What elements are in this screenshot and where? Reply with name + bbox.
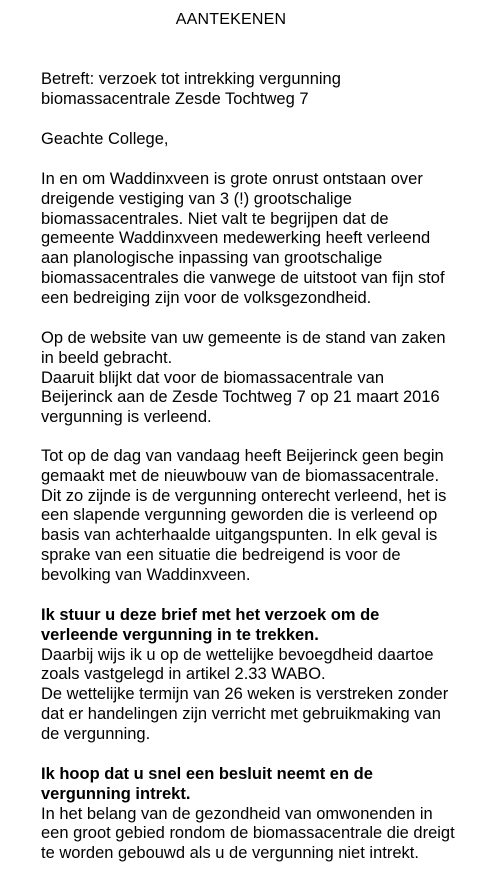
paragraph-line: biomassacentrales. Niet valt te begrijpen dat de	[41, 209, 389, 228]
paragraph-line: Beijerinck aan de Zesde Tochtweg 7 op 21 maart 2016	[41, 388, 440, 407]
paragraph-line: dat er handelingen zijn verricht met gebruikmaking van	[41, 704, 441, 723]
paragraph-5	[41, 765, 486, 864]
paragraph-line: gemaakt met de nieuwbouw van de biomassacentrale.	[41, 466, 440, 485]
hope-bold-line: Ik hoop dat u snel een besluit neemt en de	[41, 765, 373, 783]
subject-line	[41, 70, 486, 110]
paragraph-line: Tot op de dag van vandaag heeft Beijerinck geen begin	[41, 447, 444, 465]
paragraph-line: Daaruit blijkt dat voor de biomassacentrale van	[41, 368, 385, 387]
paragraph-line: bevolking van Waddinxveen.	[41, 565, 251, 584]
paragraph-3	[41, 447, 486, 586]
paragraph-line: te worden gebouwd als u de vergunning niet intrekt.	[41, 844, 419, 863]
paragraph-line: dreigende vestiging van 3 (!) grootschalige	[41, 189, 352, 208]
paragraph-line: Dit zo zijnde is de vergunning onterecht verleend, het is	[41, 486, 447, 505]
salutation-text: Geachte College,	[41, 130, 169, 148]
request-bold-line: verleende vergunning in te trekken.	[41, 625, 319, 644]
paragraph-line: basis van achterhaalde uitgangspunten. In elk geval is	[41, 526, 438, 545]
document-heading: AANTEKENEN	[175, 11, 287, 28]
paragraph-line: In en om Waddinxveen is grote onrust ontstaan over	[41, 170, 423, 188]
paragraph-line: in beeld gebracht.	[41, 348, 173, 367]
paragraph-line: gemeente Waddinxveen medewerking heeft verleend	[41, 229, 431, 248]
paragraph-line: Daarbij wijs ik u op de wettelijke bevoegdheid daartoe	[41, 645, 434, 664]
paragraph-line: een groot gebied rondom de biomassacentrale die dreigt	[41, 824, 455, 843]
salutation	[41, 130, 486, 150]
paragraph-line: zoals vastgelegd in artikel 2.33 WABO.	[41, 665, 326, 684]
paragraph-1	[41, 170, 486, 309]
paragraph-line: sprake van een situatie die bedreigend is voor de	[41, 545, 401, 564]
request-bold-line: Ik stuur u deze brief met het verzoek om de	[41, 606, 380, 624]
paragraph-line: aan planologische inpassing van grootschalige	[41, 249, 383, 268]
paragraph-4	[41, 606, 486, 745]
paragraph-line: vergunning is verleend.	[41, 408, 212, 427]
paragraph-line: een bedreiging zijn voor de volksgezondheid.	[41, 288, 372, 307]
paragraph-line: In het belang van de gezondheid van omwonenden in	[41, 804, 433, 823]
paragraph-2	[41, 329, 486, 428]
paragraph-line: biomassacentrales die vanwege de uitstoot van fijn stof	[41, 268, 445, 287]
subject-line-1: Betreft: verzoek tot intrekking vergunning	[41, 70, 341, 88]
paragraph-line: Op de website van uw gemeente is de stand van zaken	[41, 329, 446, 347]
paragraph-line: de vergunning.	[41, 724, 151, 743]
hope-bold-line: vergunning intrekt.	[41, 784, 191, 803]
paragraph-line: De wettelijke termijn van 26 weken is verstreken zonder	[41, 685, 449, 704]
paragraph-line: een slapende vergunning geworden die is verleend op	[41, 506, 438, 525]
subject-line-2: biomassacentrale Zesde Tochtweg 7	[41, 89, 309, 108]
